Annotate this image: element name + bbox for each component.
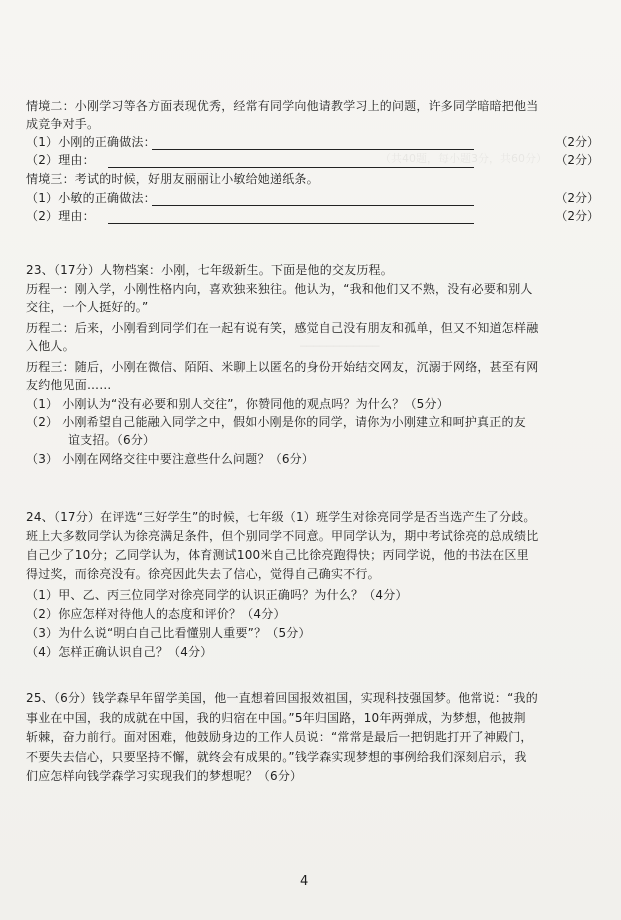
q23-history1: 历程一：刚入学，小刚性格内向，喜欢独来独往。他认为，“我和他们又不熟，没有必要和别人: [26, 282, 533, 296]
situation3-text: 情境三：考试的时候，好朋友丽丽让小敏给她递纸条。: [26, 172, 319, 186]
q24-line3: 自己少了10分；乙同学认为，体育测试100米自己比徐亮跑得快；丙同学说，他的书法在区里: [26, 548, 529, 562]
situation2-q1-answer-line[interactable]: [152, 149, 474, 150]
q25-line3: 斩棘，奋力前行。面对困难，他鼓励身边的工作人员说：“常常是最后一把钥匙打开了神殿门，: [26, 730, 533, 744]
situation2-q1-label: （1）小刚的正确做法：: [26, 135, 156, 149]
q23-subquestion-2-cont: 谊支招。（6分）: [68, 433, 156, 447]
situation2-text-cont: 成竞争对手。: [26, 117, 100, 131]
q23-subquestion-2: （2） 小刚希望自己能融入同学之中，假如小刚是你的同学，请你为小刚建立和呵护真正的友: [26, 415, 526, 429]
q23-subquestion-3: （3） 小刚在网络交往中要注意些什么问题？（6分）: [26, 452, 315, 466]
situation3-q1-score: （2分）: [555, 191, 599, 205]
situation2-q2-label: （2）理由：: [26, 153, 95, 167]
situation3-q2-label: （2）理由：: [26, 209, 95, 223]
situation3-q1-answer-line[interactable]: [152, 205, 474, 206]
q25-line1: 25、（6分）钱学森早年留学美国，他一直想着回国报效祖国，实现科技强国梦。他常说：“我的: [26, 691, 538, 705]
situation2-q2-score: （2分）: [555, 153, 599, 167]
q25-line5: 们应怎样向钱学森学习实现我们的梦想呢？（6分）: [26, 769, 303, 783]
situation2-text: 情境二：小刚学习等各方面表现优秀，经常有同学向他请教学习上的问题，许多同学暗暗把他当: [26, 99, 539, 113]
situation2-q2-answer-line[interactable]: [108, 167, 474, 168]
q23-history2-cont: 入他人。: [26, 339, 75, 353]
bleed-through-text: （共40题，每小题3分，共60分）: [380, 152, 547, 165]
bleed-through-text: ────────────: [300, 340, 380, 353]
q23-history3: 历程三：随后，小刚在微信、陌陌、米聊上以匿名的身份开始结交网友，沉溺于网络，甚至有网: [26, 360, 539, 374]
q25-line4: 不要失去信心，只要坚持不懈，就终会有成果的。”钱学森实现梦想的事例给我们深刻启示，我: [26, 750, 527, 764]
q24-subquestion-1: （1）甲、乙、丙三位同学对徐亮同学的认识正确吗？为什么？（4分）: [26, 588, 408, 602]
q24-subquestion-4: （4）怎样正确认识自己？（4分）: [26, 645, 213, 659]
situation3-q1-label: （1）小敏的正确做法：: [26, 191, 156, 205]
q24-subquestion-2: （2）你应怎样对待他人的态度和评价？（4分）: [26, 607, 286, 621]
page-number: 4: [300, 874, 309, 889]
q25-line2: 事业在中国，我的成就在中国，我的归宿在中国。”5年归国路，10年两弹成，为梦想，他披荆: [26, 711, 526, 725]
q23-history2: 历程二：后来，小刚看到同学们在一起有说有笑，感觉自己没有朋友和孤单，但又不知道怎样融: [26, 321, 539, 335]
q24-line1: 24、（17分）在评选“三好学生”的时候，七年级（1）班学生对徐亮同学是否当选产生了分歧。: [26, 510, 536, 524]
q23-header: 23、（17分）人物档案：小刚，七年级新生。下面是他的交友历程。: [26, 263, 393, 277]
q23-history1-cont: 交往，一个人挺好的。”: [26, 300, 149, 314]
q24-line4: 得过奖，而徐亮没有。徐亮因此失去了信心，觉得自己确实不行。: [26, 567, 380, 581]
situation3-q2-score: （2分）: [555, 209, 599, 223]
situation3-q2-answer-line[interactable]: [108, 223, 474, 224]
situation2-q1-score: （2分）: [555, 135, 599, 149]
q24-line2: 班上大多数同学认为徐亮满足条件，但个别同学不同意。甲同学认为，期中考试徐亮的总成绩比: [26, 529, 539, 543]
q24-subquestion-3: （3）为什么说“明白自己比看懂别人重要”？（5分）: [26, 626, 311, 640]
q23-subquestion-1: （1） 小刚认为“没有必要和别人交往”，你赞同他的观点吗？为什么？（5分）: [26, 397, 449, 411]
q23-history3-cont: 友约他见面……: [26, 378, 112, 392]
